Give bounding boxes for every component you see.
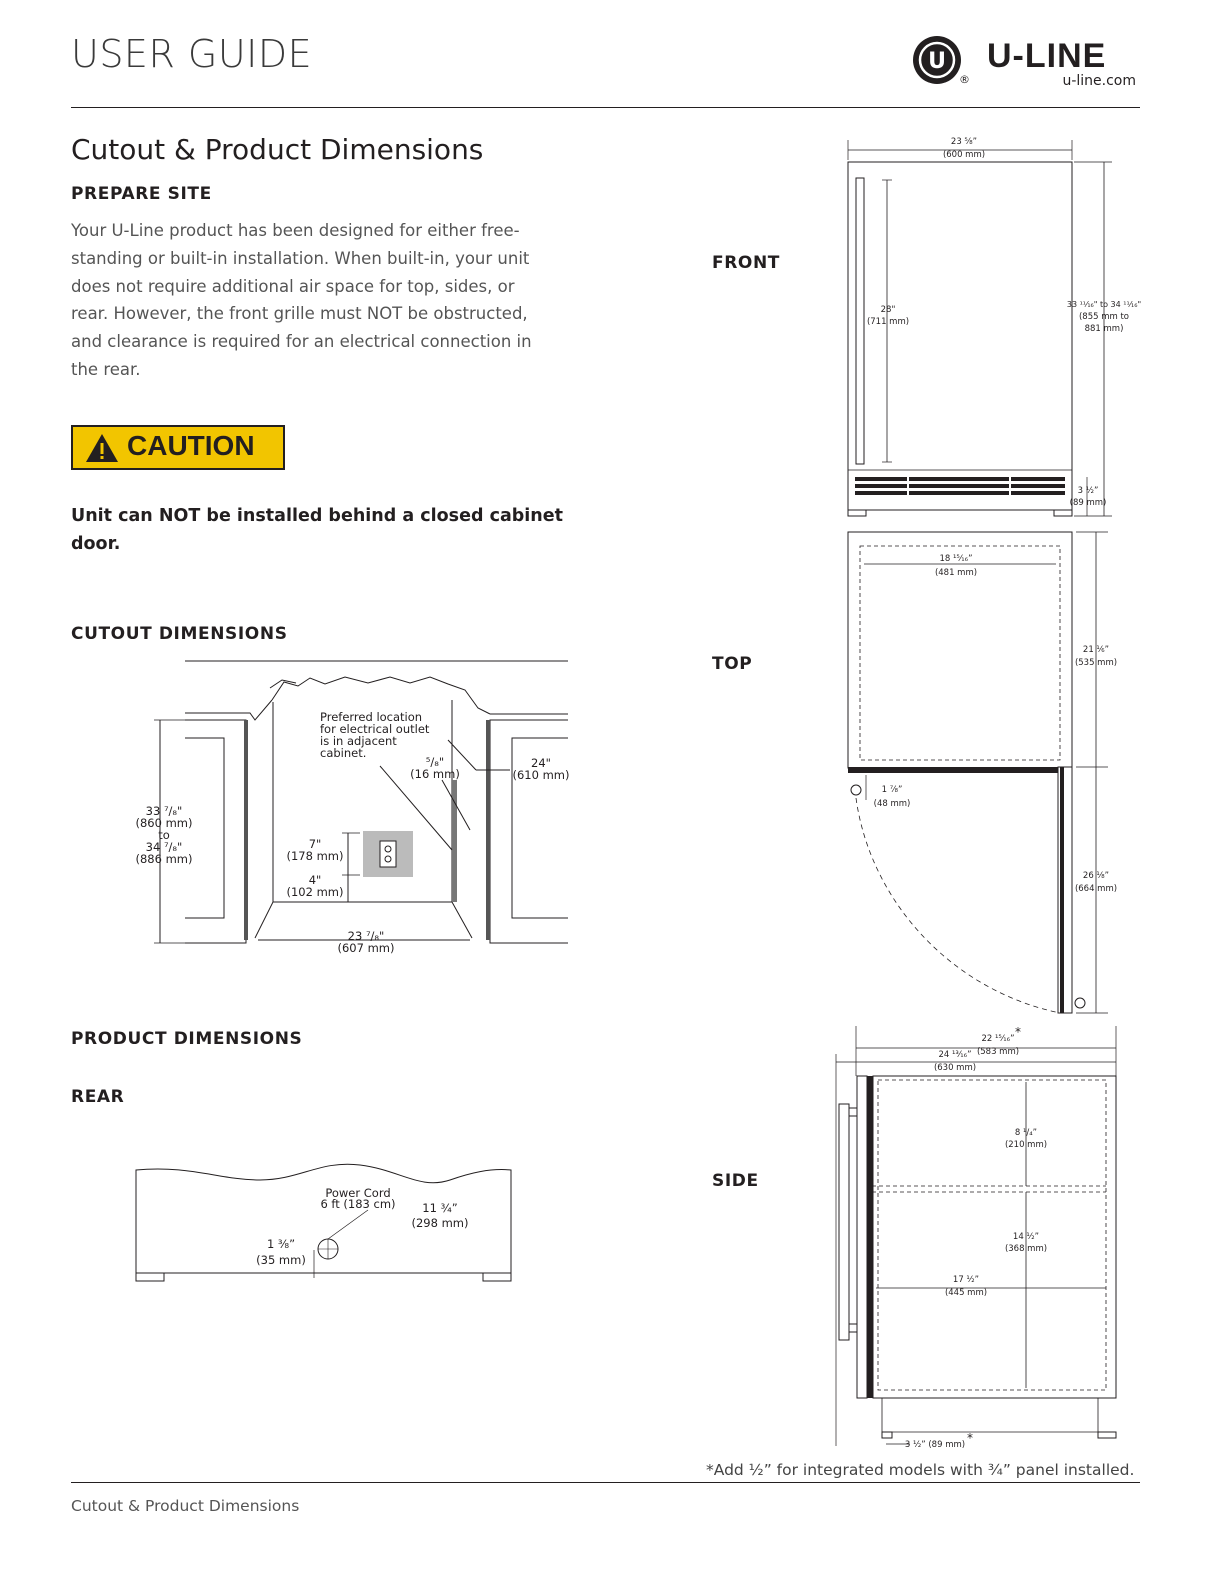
handle-depth-2: (48 mm)	[873, 799, 911, 809]
handle-depth-1: 1 ⅞”	[881, 785, 903, 795]
cutout-height-3: to	[158, 828, 170, 842]
integrated-model-footnote: *Add ½” for integrated models with ¾” panel installed.	[706, 1461, 1135, 1479]
rear-label: REAR	[71, 1087, 125, 1107]
shelf-depth-1: 17 ½”	[952, 1275, 980, 1285]
door-height-2: (711 mm)	[866, 317, 910, 327]
rear-diagram	[130, 1160, 520, 1290]
cutout-gap-1: ⁵/₈"	[425, 755, 445, 769]
product-dimensions-heading: PRODUCT DIMENSIONS	[71, 1029, 303, 1049]
grille-height-2: (89 mm)	[1069, 498, 1107, 508]
door-swing-1: 26 ⅛”	[1082, 871, 1110, 881]
footer-divider	[71, 1482, 1140, 1483]
front-width-2: (600 mm)	[942, 150, 986, 160]
front-height-2: (855 mm to	[1078, 312, 1130, 322]
outlet-note-line-2: for electrical outlet	[320, 722, 430, 736]
caution-label: CAUTION	[127, 430, 255, 461]
upper-space-2: (210 mm)	[1004, 1140, 1048, 1150]
cord-offset-1: 11 ¾”	[422, 1201, 458, 1215]
side-depth-b-1: 24 ¹³⁄₁₆”	[938, 1050, 972, 1060]
top-view-label: TOP	[712, 654, 753, 674]
outlet-height-1: 7"	[308, 837, 322, 851]
cutout-height-1: 33 ⁷/₈"	[145, 804, 183, 818]
cord-height-1: 1 ⅜”	[266, 1237, 296, 1251]
inner-width-2: (481 mm)	[934, 568, 978, 578]
caution-badge	[71, 425, 285, 470]
logo-emblem-icon	[912, 35, 962, 85]
outlet-note-line-1: Preferred location	[320, 710, 423, 724]
cutout-width-2: (607 mm)	[337, 941, 395, 955]
lower-space-1: 14 ½”	[1012, 1232, 1040, 1242]
cutout-height-4: 34 ⁷/₈"	[145, 840, 183, 854]
section-title: Cutout & Product Dimensions	[71, 133, 484, 166]
cord-offset-2: (298 mm)	[411, 1216, 469, 1230]
cutout-depth-2: (610 mm)	[512, 768, 570, 782]
power-cord-2: 6 ft (183 cm)	[320, 1197, 396, 1211]
cutout-heading: CUTOUT DIMENSIONS	[71, 624, 288, 644]
outlet-offset-2: (102 mm)	[286, 885, 344, 899]
side-view-diagram	[830, 1022, 1130, 1457]
top-view-diagram	[830, 525, 1142, 1020]
side-depth-a-1: 22 ¹⁵⁄₁₆”	[981, 1034, 1015, 1044]
side-depth-a-2: (583 mm)	[976, 1047, 1020, 1057]
power-cord-1: Power Cord	[325, 1186, 391, 1200]
outlet-offset-1: 4"	[308, 873, 322, 887]
side-view-label: SIDE	[712, 1171, 759, 1191]
top-depth-2: (535 mm)	[1074, 658, 1118, 668]
prepare-site-body: Your U-Line product has been designed for either free-standing or built-in installation. When built-in, your unit does not require additional air space for top, sides, or rear. However, the front grille must NOT be obstructed, and clearance is required for an electrical connection in the rear.	[71, 221, 532, 379]
outlet-note-line-4: cabinet.	[320, 746, 367, 760]
side-depth-b-2: (630 mm)	[933, 1063, 977, 1073]
registered-mark: ®	[959, 73, 970, 86]
header-divider	[71, 107, 1140, 108]
logo-letter: U	[928, 49, 946, 74]
lower-space-2: (368 mm)	[1004, 1244, 1048, 1254]
grille-height-1: 3 ½”	[1077, 486, 1099, 496]
side-depth-a-asterisk: *	[1015, 1025, 1021, 1039]
cord-height-2: (35 mm)	[256, 1253, 306, 1267]
front-height-3: 881 mm)	[1084, 324, 1124, 334]
inner-width-1: 18 ¹⁵⁄₁₆”	[939, 554, 973, 564]
toe-kick-depth: 3 ½” (89 mm)	[904, 1440, 966, 1450]
brand-name: U-LINE	[987, 37, 1107, 75]
top-depth-1: 21 ⅙”	[1082, 645, 1110, 655]
cutout-gap-2: (16 mm)	[410, 767, 460, 781]
cutout-width-1: 23 ⁷/₈"	[347, 929, 385, 943]
front-view-label: FRONT	[712, 253, 780, 273]
door-height-1: 28"	[880, 305, 896, 315]
toe-kick-asterisk: *	[967, 1431, 973, 1445]
cutout-height-5: (886 mm)	[135, 852, 193, 866]
front-view-diagram	[830, 130, 1142, 520]
shelf-depth-2: (445 mm)	[944, 1288, 988, 1298]
front-height-1: 33 ¹¹⁄₁₆" to 34 ¹¹⁄₁₆"	[1066, 300, 1142, 309]
prepare-site-heading: PREPARE SITE	[71, 184, 212, 204]
brand-url[interactable]: u-line.com	[1062, 73, 1136, 89]
door-swing-2: (664 mm)	[1074, 884, 1118, 894]
outlet-note-line-3: is in adjacent	[320, 734, 397, 748]
caution-message: Unit can NOT be installed behind a closed cabinet door.	[71, 506, 563, 554]
cutout-diagram	[120, 655, 580, 965]
front-width-1: 23 ⅝”	[950, 137, 978, 147]
cutout-depth-1: 24"	[531, 756, 551, 770]
warning-triangle-icon	[85, 433, 119, 463]
cutout-height-2: (860 mm)	[135, 816, 193, 830]
brand-logo	[912, 35, 1144, 95]
upper-space-1: 8 ¹/₄”	[1014, 1128, 1038, 1138]
outlet-height-2: (178 mm)	[286, 849, 344, 863]
page-header-title: USER GUIDE	[71, 32, 313, 76]
page-footer: Cutout & Product Dimensions	[71, 1497, 300, 1515]
